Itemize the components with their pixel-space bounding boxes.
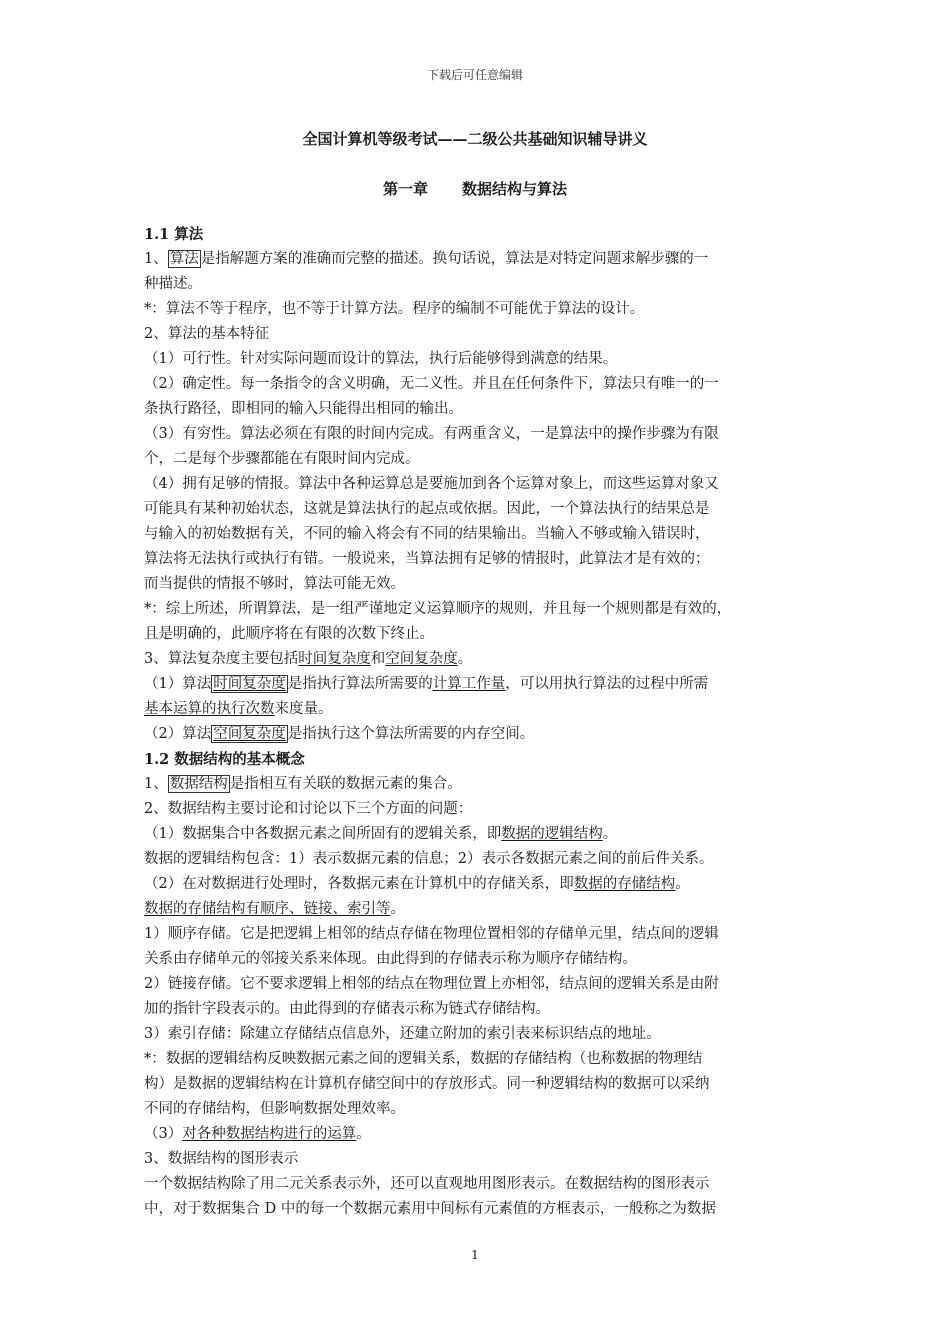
page-number: 1 [471,1248,479,1262]
paragraph [144,772,816,797]
paragraph-line: 一个数据结构除了用二元关系表示外，还可以直观地用图形表示。在数据结构的图形表示 [144,1176,710,1192]
text-run: 。 [602,826,618,842]
boxed-term: 空间复杂度 [213,726,286,742]
underlined-term: 计算工作量 [432,676,506,692]
list-item: 3）索引存储：除建立存储结点信息外，还建立附加的索引表来标识结点的地址。 [144,1026,661,1042]
section-heading: 1.2 数据结构的基本概念 [144,751,305,768]
underlined-term: 时间复杂度 [298,651,371,667]
list-item: （1）可行性。针对实际问题而设计的算法，执行后能够得到满意的结果。 [144,351,618,367]
note: *：算法不等于程序，也不等于计算方法。程序的编制不可能优于算法的设计。 [144,301,645,317]
list-item [144,722,816,747]
list-marker: 1、 [144,251,168,267]
section-heading: 1.1 算法 [144,226,204,243]
chapter-number: 第一章 [382,180,428,198]
text-run: 是指相互有关联的数据元素的集合。 [229,776,462,792]
list-item-line: 关系由存储单元的邻接关系来体现。由此得到的存储表示称为顺序存储结构。 [144,951,637,967]
text-run: 和 [370,651,386,667]
list-item: （3）有穷性。算法必须在有限的时间内完成。有两重含义，一是算法中的操作步骤为有限 [144,426,719,442]
text-run: 是指执行这个算法所需要的内存空间。 [287,726,535,742]
paragraph: 2、算法的基本特征 [144,326,270,342]
text-run: 。 [356,1126,371,1142]
paragraph [144,897,816,922]
paragraph [144,647,816,672]
paragraph: 2、数据结构主要讨论和讨论以下三个方面的问题： [144,801,473,817]
text-run: （2）在对数据进行处理时，各数据元素在计算机中的存储关系，即 [144,876,574,892]
underlined-term: 数据的逻辑结构 [501,826,603,842]
boxed-term: 数据结构 [169,776,228,792]
list-item-line [144,697,816,722]
text-run: 是指执行算法所需要的 [287,676,433,692]
paragraph [144,247,816,272]
list-item: 2）链接存储。它不要求逻辑上相邻的结点在物理位置上亦相邻，结点间的逻辑关系是由附 [144,976,719,992]
underlined-term: 空间复杂度 [385,651,458,667]
text-run: ，可以用执行算法的过程中所需 [505,676,709,692]
underlined-term: 数据的存储结构 [573,876,676,892]
underlined-term: 数据的存储结构有顺序、链接、索引等 [144,901,391,917]
text-run: 。 [675,876,690,892]
underlined-term: 基本运算的执行次数 [144,701,275,717]
note-line: 且是明确的，此顺序将在有限的次数下终止。 [144,626,434,642]
note: *：数据的逻辑结构反映数据元素之间的逻辑关系，数据的存储结构（也称数据的物理结 [144,1051,703,1067]
text-run: 来度量。 [274,701,333,717]
document-title: 全国计算机等级考试——二级公共基础知识辅导讲义 [302,130,648,148]
text-run: （1）数据集合中各数据元素之间所固有的逻辑关系，即 [144,826,502,842]
list-item-line: 算法将无法执行或执行有错。一般说来，当算法拥有足够的情报时，此算法才是有效的； [144,551,710,567]
list-item [144,672,816,697]
paragraph-line: 中，对于数据集合 D 中的每一个数据元素用中间标有元素值的方框表示，一般称之为数据 [144,1201,716,1217]
list-item [144,822,816,847]
text-run: 。 [390,901,405,917]
paragraph-line: 种描述。 [144,276,202,292]
list-item [144,872,816,897]
header-note: 下载后可任意编辑 [426,68,523,82]
list-item [144,1122,816,1147]
text-run: （2）算法 [144,726,212,742]
list-item-line: 个，二是每个步骤都能在有限时间内完成。 [144,451,420,467]
note-line: 构）是数据的逻辑结构在计算机存储空间中的存放形式。同一种逻辑结构的数据可以采纳 [144,1076,710,1092]
text-run: 。 [457,651,473,667]
list-item-line: 而当提供的情报不够时，算法可能无效。 [144,576,405,592]
chapter-title [0,178,950,199]
list-item: （4）拥有足够的情报。算法中各种运算总是要施加到各个运算对象上，而这些运算对象又 [144,476,719,492]
list-item: 1）顺序存储。它是把逻辑上相邻的结点存储在物理位置相邻的存储单元里，结点间的逻辑 [144,926,719,942]
list-item: （2）确定性。每一条指令的含义明确，无二义性。并且在任何条件下，算法只有唯一的一 [144,376,719,392]
list-item-line: 与输入的初始数据有关，不同的输入将会有不同的结果输出。当输入不够或输入错误时， [144,526,710,542]
text-run: （3） [144,1126,183,1142]
boxed-term: 算法 [169,251,199,267]
list-item-line: 可能具有某种初始状态，这就是算法执行的起点或依据。因此，一个算法执行的结果总是 [144,501,710,517]
text-run: （1）算法 [144,676,212,692]
text-run: 是指解题方案的准确而完整的描述。换句话说，算法是对特定问题求解步骤的一 [200,251,709,267]
document-body [144,222,816,1222]
list-item-line: 条执行路径，即相同的输入只能得出相同的输出。 [144,401,463,417]
list-marker: 1、 [144,776,168,792]
chapter-name: 数据结构与算法 [462,180,568,198]
boxed-term: 时间复杂度 [213,676,286,692]
list-item-line: 加的指针字段表示的。由此得到的存储表示称为链式存储结构。 [144,1001,550,1017]
text-run: 3、算法复杂度主要包括 [144,651,299,667]
note: *：综上所述，所谓算法，是一组严谨地定义运算顺序的规则，并且每一个规则都是有效的， [144,601,732,617]
underlined-term: 对各种数据结构进行的运算 [182,1126,357,1142]
paragraph: 数据的逻辑结构包含：1）表示数据元素的信息；2）表示各数据元素之间的前后件关系。 [144,851,714,867]
note-line: 不同的存储结构，但影响数据处理效率。 [144,1101,405,1117]
paragraph: 3、数据结构的图形表示 [144,1151,299,1167]
